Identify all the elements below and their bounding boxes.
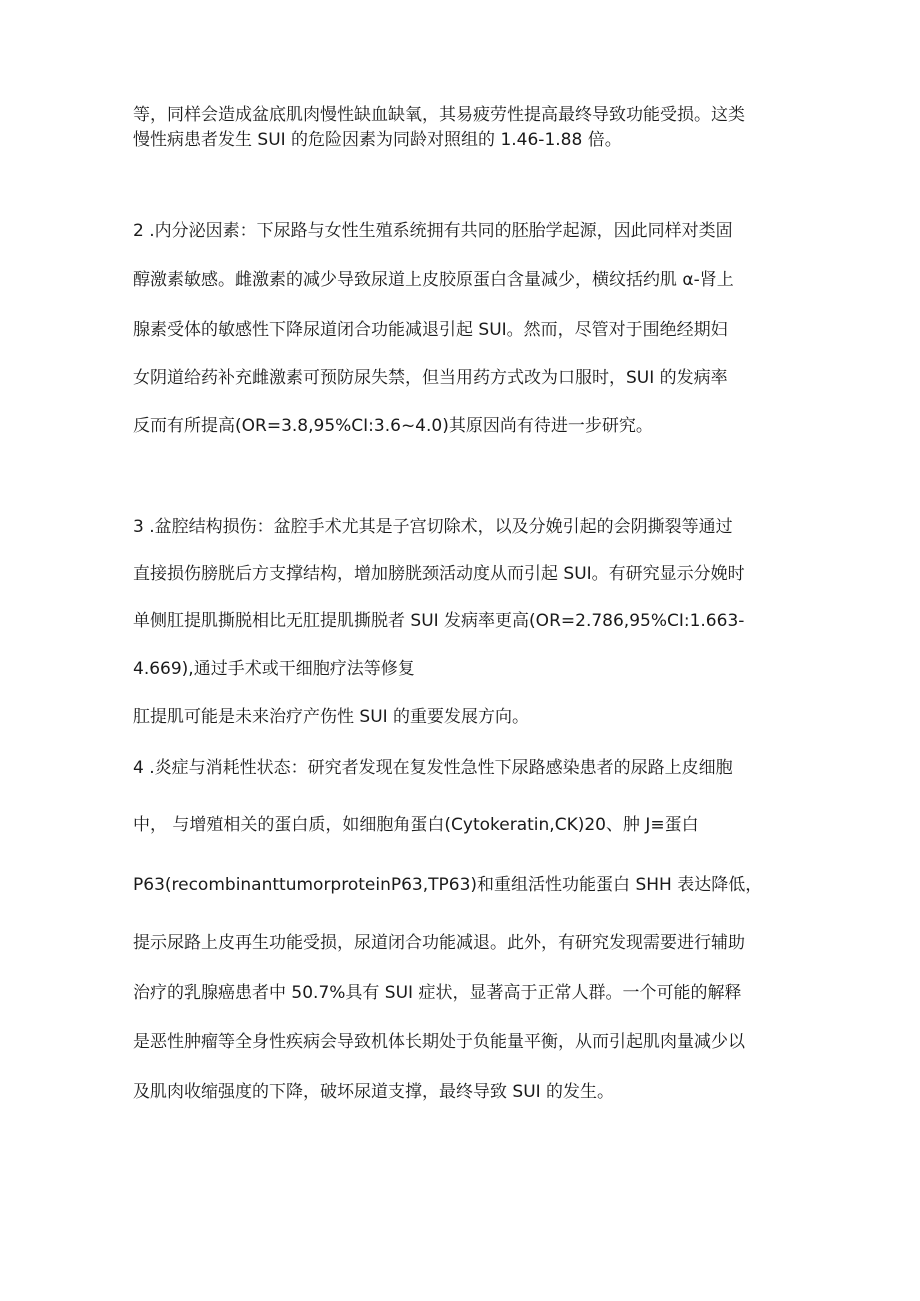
- text-line-6: 女阴道给药补充雌激素可预防尿失禁，但当用药方式改为口服时，SUI 的发病率: [133, 368, 728, 388]
- text-line-7: 反而有所提高(OR=3.8,95%CI:3.6~4.0)其原因尚有待进一步研究。: [133, 416, 653, 436]
- text-line-18: 是恶性肿瘤等全身性疾病会导致机体长期处于负能量平衡，从而引起肌肉量减少以: [133, 1032, 745, 1052]
- text-line-4: 醇激素敏感。雌激素的减少导致尿道上皮胶原蛋白含量减少，横纹括约肌 α-肾上: [133, 270, 734, 290]
- text-line-2: 慢性病患者发生 SUI 的危险因素为同龄对照组的 1.46-1.88 倍。: [133, 130, 622, 150]
- text-line-3: 2 .内分泌因素：下尿路与女性生殖系统拥有共同的胚胎学起源，因此同样对类固: [133, 221, 733, 241]
- text-line-11: 4.669),通过手术或干细胞疗法等修复: [133, 659, 415, 679]
- text-line-19: 及肌肉收缩强度的下降，破坏尿道支撑，最终导致 SUI 的发生。: [133, 1082, 615, 1102]
- text-line-15: P63(recombinanttumorproteinP63,TP63)和重组活性功能蛋白 SHH 表达降低，: [133, 875, 763, 895]
- text-line-14: 中， 与增殖相关的蛋白质，如细胞角蛋白(Cytokeratin,CK)20、肿 J≡蛋白: [133, 815, 699, 835]
- text-line-9: 直接损伤膀胱后方支撑结构，增加膀胱颈活动度从而引起 SUI。有研究显示分娩时: [133, 564, 745, 584]
- text-line-12: 肛提肌可能是未来治疗产伤性 SUI 的重要发展方向。: [133, 707, 530, 727]
- text-line-5: 腺素受体的敏感性下降尿道闭合功能减退引起 SUI。然而，尽管对于围绝经期妇: [133, 320, 728, 340]
- text-line-1: 等，同样会造成盆底肌肉慢性缺血缺氧，其易疲劳性提高最终导致功能受损。这类: [133, 105, 745, 125]
- text-line-10: 单侧肛提肌撕脱相比无肛提肌撕脱者 SUI 发病率更高(OR=2.786,95%CI:1.663-: [133, 611, 745, 631]
- text-line-13: 4 .炎症与消耗性状态：研究者发现在复发性急性下尿路感染患者的尿路上皮细胞: [133, 758, 733, 778]
- text-line-8: 3 .盆腔结构损伤：盆腔手术尤其是子宫切除术，以及分娩引起的会阴撕裂等通过: [133, 517, 733, 537]
- text-line-17: 治疗的乳腺癌患者中 50.7%具有 SUI 症状，显著高于正常人群。一个可能的解释: [133, 983, 742, 1003]
- text-line-16: 提示尿路上皮再生功能受损，尿道闭合功能减退。此外，有研究发现需要进行辅助: [133, 933, 745, 953]
